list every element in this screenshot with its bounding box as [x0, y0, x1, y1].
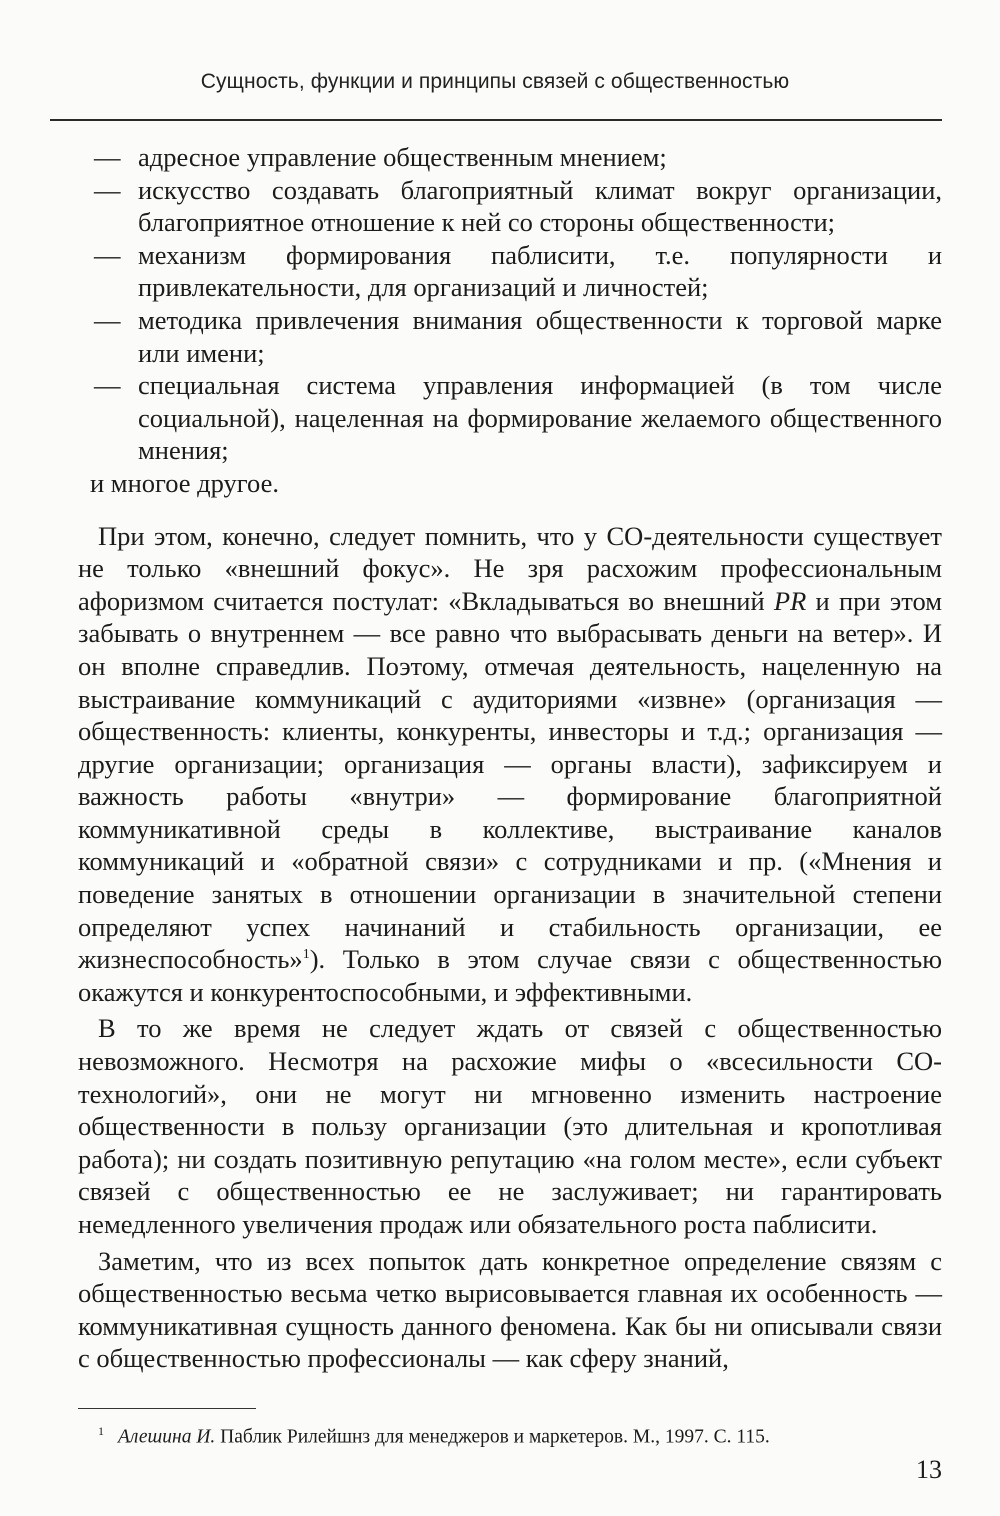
- list-item-text: специальная система управления информацией (в том числе социальной), нацеленная на формирование желаемого общественного мнения;: [138, 370, 942, 466]
- list-item: [78, 304, 942, 369]
- list-item: [78, 141, 942, 174]
- list-item-text: искусство создавать благоприятный климат вокруг организации, благоприятное отношение к ней со стороны общественности;: [138, 174, 942, 238]
- list-tail: и многое другое.: [90, 467, 279, 498]
- list-dash: —: [94, 174, 121, 205]
- footnote-text: Паблик Рилейшнз для менеджеров и маркетеров. М., 1997. С. 115.: [215, 1426, 770, 1448]
- footnote-number: 1: [98, 1424, 104, 1438]
- list-item-text: методика привлечения внимания общественности к торговой марке или имени;: [138, 304, 942, 368]
- paragraph-3: Заметим, что из всех попыток дать конкретное определение связям с общественностью весьма четко вырисовывается главная их особенность — коммуникативная сущность данного феномена. Как бы ни описывали связи с общественностью профессионалы — как сферу знаний,: [78, 1245, 942, 1374]
- pr-italic: PR: [773, 585, 807, 616]
- header-rule: [50, 119, 942, 121]
- page-number: 13: [916, 1455, 942, 1484]
- paragraph-1-part-c: ). Только в этом случае связи с общественностью окажутся и конкурентоспособными, и эффективными.: [78, 944, 942, 1007]
- footnote-reference[interactable]: 1: [302, 947, 310, 963]
- list-dash: —: [94, 370, 121, 401]
- list-item-text: механизм формирования паблисити, т.е. популярности и привлекательности, для организаций и личностей;: [138, 239, 942, 303]
- footnote: [78, 1419, 962, 1450]
- paragraph-2: В то же время не следует ждать от связей с общественностью невозможного. Несмотря на расхожие мифы о «всесильности СО-технологий», они не могут ни мгновенно изменить настроение общественности в пользу организации (это длительная и кропотливая работа); ни создать позитивную репутацию «на голом месте», если субъект связей с общественностью ее не заслуживает; ни гарантировать немедленного увеличения продаж или обязательного роста паблисити.: [78, 1013, 942, 1239]
- list-item-text: адресное управление общественным мнением;: [138, 142, 667, 172]
- paragraph-1-part-a: При этом, конечно, следует помнить, что у СО-деятельности существует не только «внешний фокус». Не зря расхожим профессиональным афоризмом считается постулат: «Вкладываться во внешний: [78, 520, 942, 616]
- footnote-author: Алешина И.: [118, 1426, 216, 1448]
- paragraph-1-part-b: и при этом забывать о внутреннем — все равно что выбрасывать деньги на ветер». И он вполне справедлив. Поэтому, отмечая деятельность, нацеленную на выстраивание коммуникаций с аудиториями «извне» (организация — общественность: клиенты, конкуренты, инвесторы и т.д.; организация — другие организации; организация — органы власти), зафиксируем и важность работы «внутри» — формирование благоприятной коммуникативной среды в коллективе, выстраивание каналов коммуникаций и «обратной связи» с сотрудниками и пр. («Мнения и поведение занятых в отношении организации в значительной степени определяют успех начинаний и стабильность организации, ее жизнеспособность»: [78, 585, 942, 975]
- paragraph-1: [78, 520, 942, 1009]
- list-dash: —: [94, 142, 121, 172]
- list-item: [78, 369, 942, 467]
- footnote-rule: [78, 1408, 256, 1409]
- definition-list: [78, 141, 942, 467]
- list-dash: —: [94, 239, 121, 270]
- running-header: Сущность, функции и принципы связей с общественностью: [200, 70, 790, 93]
- list-item: [78, 174, 942, 239]
- list-dash: —: [94, 304, 121, 335]
- body-text: [78, 141, 942, 1375]
- list-item: [78, 239, 942, 304]
